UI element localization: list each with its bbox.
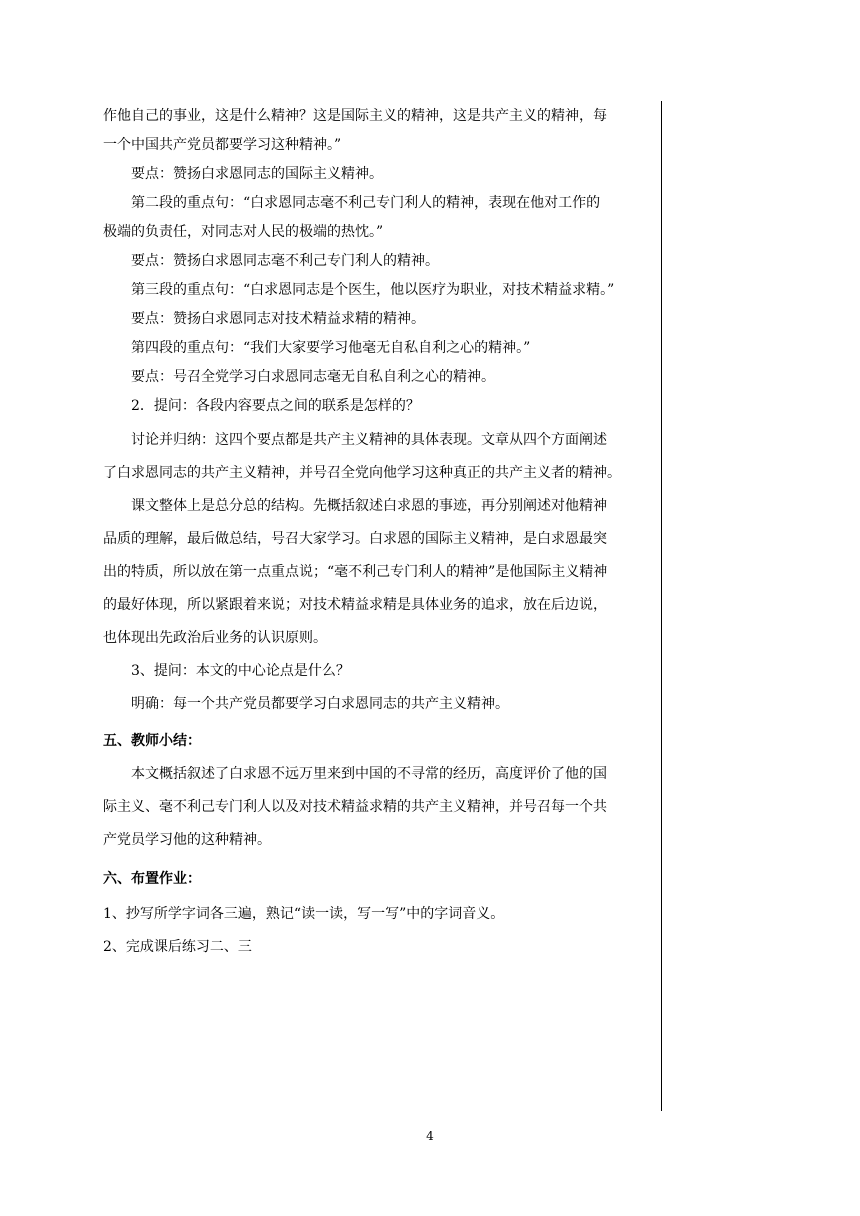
discussion-block xyxy=(103,424,657,721)
paragraph-line: 2．提问：各段内容要点之间的联系是怎样的？ xyxy=(131,398,420,414)
paragraph-line: 要点：赞扬白求恩同志的国际主义精神。 xyxy=(131,166,383,182)
paragraph-line: 极端的负责任，对同志对人民的极端的热忱。” xyxy=(103,224,384,240)
paragraph-line: 作他自己的事业，这是什么精神？这是国际主义的精神，这是共产主义的精神，每 xyxy=(103,108,607,124)
paragraph-line: 的最好体现，所以紧跟着来说；对技术精益求精是具体业务的追求，放在后边说， xyxy=(103,597,607,613)
paragraph-line: 讨论并归纳：这四个要点都是共产主义精神的具体表现。文章从四个方面阐述 xyxy=(131,432,607,448)
paragraph-line: 一个中国共产党员都要学习这种精神。” xyxy=(103,137,342,153)
paragraph-line: 第三段的重点句：“白求恩同志是个医生，他以医疗为职业，对技术精益求精。” xyxy=(131,282,615,298)
homework-item: 2、完成课后练习二、三 xyxy=(103,939,252,955)
paragraph-line: 明确：每一个共产党员都要学习白求恩同志的共产主义精神。 xyxy=(131,696,509,712)
summary-line: 本文概括叙述了白求恩不远万里来到中国的不寻常的经历，高度评价了他的国 xyxy=(131,766,607,782)
paragraph-line: 第四段的重点句：“我们大家要学习他毫无自私自利之心的精神。” xyxy=(131,340,531,356)
paragraph-line: 也体现出先政治后业务的认识原则。 xyxy=(103,630,327,646)
teacher-summary-block xyxy=(103,758,657,857)
paragraph-line: 第二段的重点句：“白求恩同志毫不利己专门利人的精神，表现在他对工作的 xyxy=(131,195,601,211)
paragraph-line: 3、提问：本文的中心论点是什么？ xyxy=(131,663,350,679)
section-five-heading: 五、教师小结： xyxy=(103,733,201,749)
section-six-heading: 六、布置作业： xyxy=(103,871,201,887)
summary-line: 际主义、毫不利己专门利人以及对技术精益求精的共产主义精神，并号召每一个共 xyxy=(103,799,607,815)
paragraph-line: 要点：赞扬白求恩同志毫不利己专门利人的精神。 xyxy=(131,253,439,269)
paragraph-line: 品质的理解，最后做总结，号召大家学习。白求恩的国际主义精神，是白求恩最突 xyxy=(103,531,607,547)
key-sentences-block xyxy=(103,102,657,421)
homework-item: 1、抄写所学字词各三遍，熟记“读一读，写一写”中的字词音义。 xyxy=(103,906,505,922)
paragraph-line: 了白求恩同志的共产主义精神，并号召全党向他学习这种真正的共产主义者的精神。 xyxy=(103,465,621,481)
paragraph-line: 出的特质，所以放在第一点重点说；“毫不利己专门利人的精神”是他国际主义精神 xyxy=(103,564,608,580)
page-border-line xyxy=(661,101,662,1111)
paragraph-line: 课文整体上是总分总的结构。先概括叙述白求恩的事迹，再分别阐述对他精神 xyxy=(131,498,607,514)
document-body xyxy=(103,102,657,964)
homework-list xyxy=(103,898,657,964)
paragraph-line: 要点：赞扬白求恩同志对技术精益求精的精神。 xyxy=(131,311,425,327)
summary-line: 产党员学习他的这种精神。 xyxy=(103,832,271,848)
page-number: 4 xyxy=(426,1129,434,1143)
paragraph-line: 要点：号召全党学习白求恩同志毫无自私自利之心的精神。 xyxy=(131,369,495,385)
